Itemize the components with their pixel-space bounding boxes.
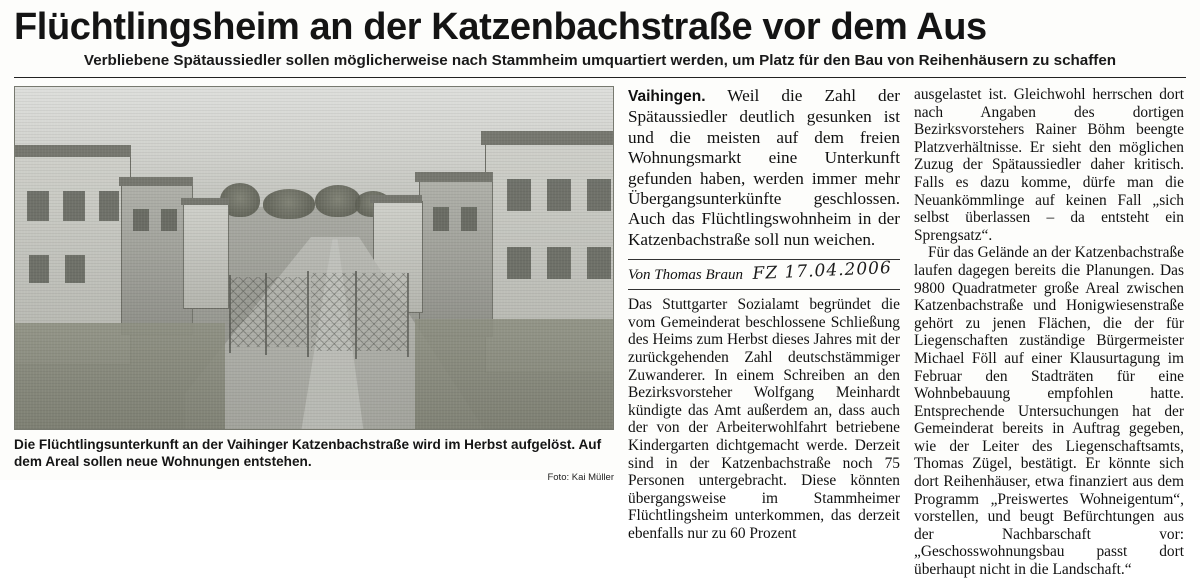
building-shape — [183, 203, 229, 309]
fence-post — [265, 273, 267, 355]
window-shape — [507, 247, 531, 279]
window-shape — [133, 209, 149, 231]
article-subheadline: Verbliebene Spätaussiedler sollen möglicherweise nach Stammheim umquartiert werden, um Platz für den Bau von Reihenhäusern zu schaffen — [83, 52, 1117, 69]
roof-shape — [370, 195, 422, 203]
window-shape — [547, 179, 571, 211]
building-shape — [419, 179, 493, 337]
photo-caption: Die Flüchtlingsunterkunft an der Vaihinger Katzenbachstraße wird im Herbst aufgelöst. Auf dem Areal sollen neue Wohnungen entstehen. — [14, 437, 602, 469]
window-shape — [587, 179, 611, 211]
dateline: Vaihingen. — [628, 88, 706, 105]
paragraph: Für das Gelände an der Katzenbachstraße laufen dagegen bereits die Planungen. Das 9800 Quadratmeter große Areal zwischen Katzenbachstraße und Honigwiesenstraße gehört zu jenen Flächen, die der für Liegenschaften zuständige Bürgermeister Michael Föll auf einer Klausurtagung im Februar den Stadträten für eine Wohnbebauung empfohlen hatte. Entsprechende Untersuchungen hat der Gemeinderat bereits in Auftrag gegeben, wie der Leiter des Liegenschaftsamts, Thomas Zügel, bestätigt. Er könnte sich dort Reihenhäuser, etwa finanziert aus dem Programm „Preiswertes Wohneigentum“, vorstellen, und beugt Befürchtungen aus der Nachbarschaft vor: „Geschosswohnungsbau passt dort überhaupt nicht in die Landschaft.“ — [914, 244, 1184, 579]
byline-row — [628, 259, 900, 284]
fence-post — [229, 275, 231, 353]
window-shape — [547, 247, 571, 279]
middle-column-body — [628, 296, 900, 542]
header-divider — [14, 77, 1186, 78]
window-shape — [63, 191, 85, 221]
fence-post — [407, 273, 409, 357]
fence-post — [355, 271, 357, 359]
right-column-body — [914, 86, 1184, 579]
byline-divider — [628, 289, 900, 290]
roof-shape — [415, 172, 493, 182]
photo-credit: Foto: Kai Müller — [547, 472, 614, 483]
article-photo — [14, 86, 614, 430]
middle-column — [628, 86, 900, 542]
window-shape — [461, 207, 477, 231]
roof-shape — [181, 198, 229, 205]
roof-shape — [14, 145, 131, 157]
window-shape — [29, 255, 49, 283]
tree-shape — [263, 189, 315, 219]
lead-paragraph — [628, 86, 900, 250]
paragraph: ausgelastet ist. Gleichwohl herrschen dort nach Angaben des dortigen Bezirksvorstehers Rainer Böhm beengte Platzverhältnisse. Er sieht den möglichen Zuzug der Spätaussiedler daher kritisch. Falls es dazu komme, dürfe man die Neuankömmlinge auf keinen Fall „sich selbst überlassen – da entsteht ein Sprengsatz“. — [914, 86, 1184, 244]
fence-mesh — [229, 277, 307, 347]
window-shape — [65, 255, 85, 283]
lead-text: Weil die Zahl der Spätaussiedler deutlich gesunken ist und die meisten auf dem freien Wohnungsmarkt eine Unterkunft gefunden haben, werden immer mehr Übergangsunterkünfte geschlossen. Auch das Flüchtlingswohnheim in der Katzenbachstraße soll nun weichen. — [628, 86, 900, 249]
right-column — [914, 86, 1184, 579]
fence-post — [307, 271, 309, 357]
roof-shape — [119, 177, 193, 186]
article-columns — [14, 86, 1186, 579]
page-title: Flüchtlingsheim an der Katzenbachstraße vor dem Aus — [14, 6, 987, 48]
byline: Von Thomas Braun — [628, 267, 744, 284]
tree-shape — [315, 185, 361, 217]
window-shape — [99, 191, 119, 221]
grass-shape — [415, 319, 614, 430]
handwritten-date-note: FZ 17.04.2006 — [752, 258, 893, 285]
window-shape — [433, 207, 449, 231]
window-shape — [161, 209, 177, 231]
grass-shape — [15, 323, 225, 430]
fence-mesh — [311, 273, 407, 351]
roof-shape — [481, 131, 614, 145]
window-shape — [587, 247, 611, 279]
paragraph: Das Stuttgarter Sozialamt begründet die vom Gemeinderat beschlossene Schließung des Heims zum Herbst dieses Jahres mit der zurückgehenden Zahl deutschstämmiger Zuwanderer. In einem Schreiben an den Bezirksvorsteher Wolfgang Meinhardt kündigte das Amt außerdem an, dass auch der von der Arbeiterwohlfahrt betriebene Kindergarten dichtgemacht werde. Derzeit sind in der Katzenbachstraße noch 75 Personen untergebracht. Diese könnten übergangsweise im Stammheimer Flüchtlingsheim unterkommen, das derzeit ebenfalls nur zu 60 Prozent — [628, 296, 900, 542]
photo-column — [14, 86, 614, 483]
window-shape — [27, 191, 49, 221]
window-shape — [507, 179, 531, 211]
